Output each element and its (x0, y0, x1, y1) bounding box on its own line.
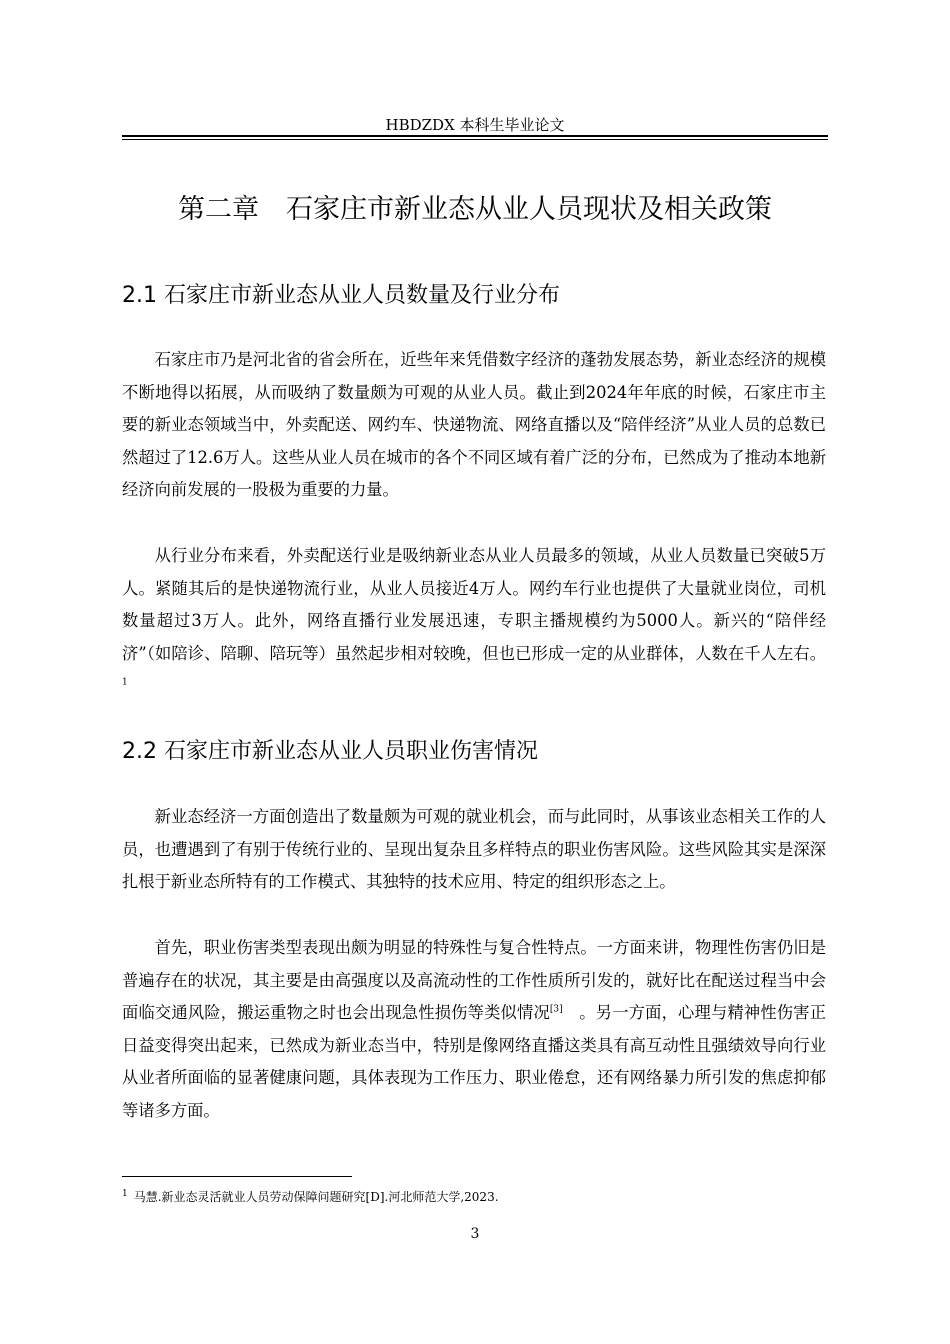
paragraph-text: 。另一方面，心理与精神性伤害正日益变得突出起来，已然成为新业态当中，特别是像网络直播这类具有高互动性且强绩效导向行业从业者所面临的显著健康问题，具体表现为工作压力、职业倦怠，还有网络暴力所引发的焦虑抑郁等诸多方面。 (122, 1003, 826, 1120)
footnote-marker[interactable]: 1 (122, 677, 128, 688)
citation-marker[interactable]: [3] (549, 1004, 563, 1015)
footnote-rule (122, 1176, 352, 1177)
paragraph-text: 石家庄市乃是河北省的省会所在，近些年来凭借数字经济的蓬勃发展态势，新业态经济的规模不断地得以拓展，从而吸纳了数量颇为可观的从业人员。截止到2024年年底的时候，石家庄市主要的新业态领域当中，外卖配送、网约车、快递物流、网络直播以及“陪伴经济”从业人员的总数已然超过了12.6万人。这些从业人员在城市的各个不同区域有着广泛的分布，已然成为了推动本地新经济向前发展的一股极为重要的力量。 (122, 350, 826, 500)
footnote (122, 1188, 828, 1206)
paragraph-text: 首先，职业伤害类型表现出颇为明显的特殊性与复合性特点。一方面来讲，物理性伤害仍旧是普遍存在的状况，其主要是由高强度以及高流动性的工作性质所引发的，就好比在配送过程当中会面临交通风险，搬运重物之时也会出现急性损伤等类似情况 (122, 938, 826, 1023)
paragraph (122, 540, 826, 703)
section-title-2-1: 2.1 石家庄市新业态从业人员数量及行业分布 (122, 283, 560, 308)
header-rule (122, 135, 828, 137)
footnote-number: 1 (122, 1189, 128, 1199)
paragraph (122, 932, 826, 1128)
paragraph (122, 801, 826, 899)
paragraph-text: 新业态经济一方面创造出了数量颇为可观的就业机会，而与此同时，从事该业态相关工作的人员，也遭遇到了有别于传统行业的、呈现出复杂且多样特点的职业伤害风险。这些风险其实是深深扎根于新业态所特有的工作模式、其独特的技术应用、特定的组织形态之上。 (122, 807, 826, 892)
running-header: HBDZDX 本科生毕业论文 (385, 116, 565, 134)
section-title-2-2: 2.2 石家庄市新业态从业人员职业伤害情况 (122, 739, 538, 764)
header-rule-thin (122, 139, 828, 140)
paragraph (122, 344, 826, 507)
page-number: 3 (470, 1226, 480, 1242)
paragraph-text: 从行业分布来看，外卖配送行业是吸纳新业态从业人员最多的领域，从业人员数量已突破5万人。紧随其后的是快递物流行业，从业人员接近4万人。网约车行业也提供了大量就业岗位，司机数量超过3万人。此外，网络直播行业发展迅速，专职主播规模约为5000人。新兴的“陪伴经济”（如陪诊、陪聊、陪玩等）虽然起步相对较晚，但也已形成一定的从业群体，人数在千人左右。 (122, 546, 826, 663)
chapter-title: 第二章 石家庄市新业态从业人员现状及相关政策 (178, 194, 772, 225)
footnote-text: 马慧.新业态灵活就业人员劳动保障问题研究[D].河北师范大学,2023. (133, 1190, 499, 1204)
